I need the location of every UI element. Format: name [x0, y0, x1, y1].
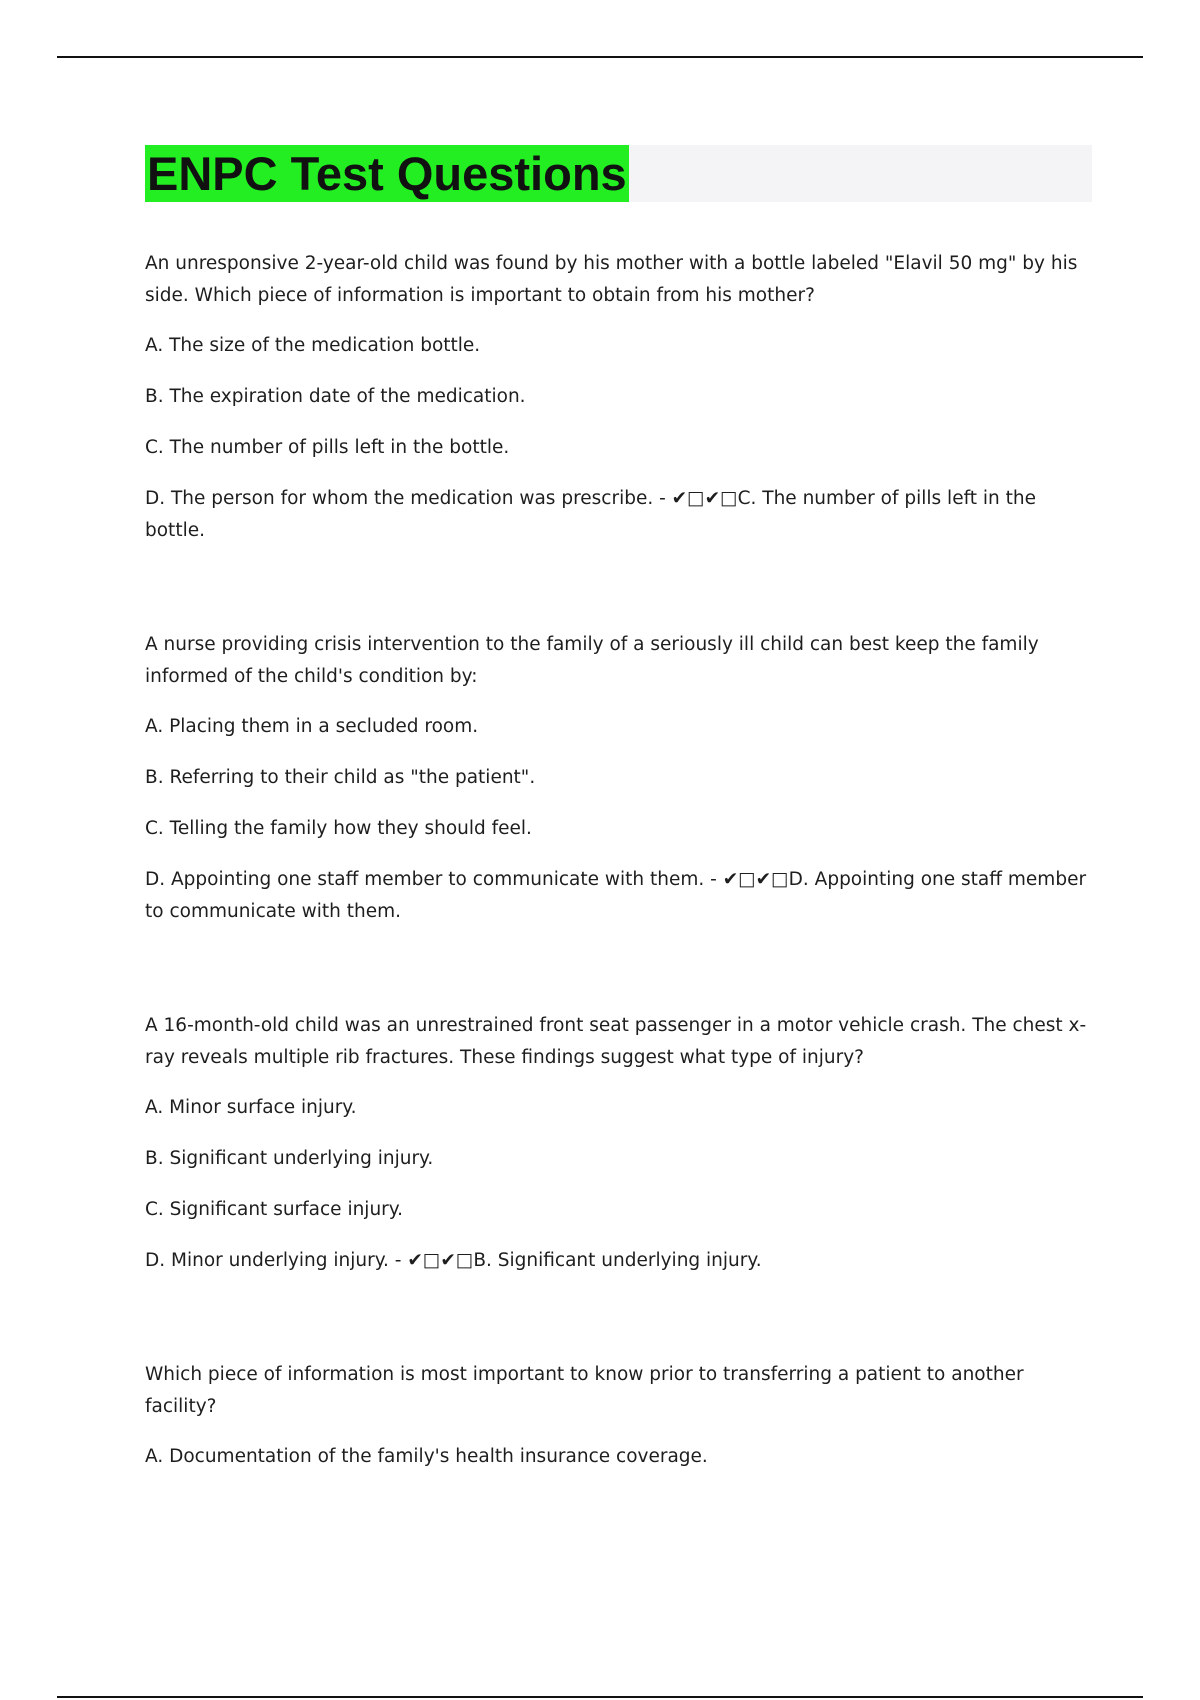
question-2: [145, 629, 1090, 928]
option-c: C. The number of pills left in the bottle.: [145, 437, 510, 458]
option-d-with-answer: D. Appointing one staff member to communicate with them. - ✔□✔□D. Appointing one staff member to communicate with them.: [145, 869, 1087, 922]
question-4: [145, 1359, 1090, 1473]
footer-rule: [57, 1696, 1143, 1698]
question-text: A 16-month-old child was an unrestrained front seat passenger in a motor vehicle crash. The chest x-ray reveals multiple rib fractures. These findings suggest what type of injury?: [145, 1015, 1087, 1068]
option-b: B. The expiration date of the medication.: [145, 386, 526, 407]
question-1: [145, 248, 1090, 547]
option-a: A. Placing them in a secluded room.: [145, 716, 479, 737]
option-b: B. Significant underlying injury.: [145, 1148, 434, 1169]
question-text: A nurse providing crisis intervention to the family of a seriously ill child can best keep the family informed of the child's condition by:: [145, 634, 1039, 687]
question-3: [145, 1010, 1090, 1277]
option-d-with-answer: D. The person for whom the medication was prescribe. - ✔□✔□C. The number of pills left in the bottle.: [145, 488, 1036, 541]
page-title: ENPC Test Questions: [147, 147, 627, 200]
option-c: C. Significant surface injury.: [145, 1199, 403, 1220]
option-d-with-answer: D. Minor underlying injury. - ✔□✔□B. Significant underlying injury.: [145, 1250, 762, 1271]
question-text: Which piece of information is most important to know prior to transferring a patient to another facility?: [145, 1364, 1024, 1417]
question-text: An unresponsive 2-year-old child was found by his mother with a bottle labeled "Elavil 50 mg" by his side. Which piece of information is important to obtain from his mother?: [145, 253, 1078, 306]
option-b: B. Referring to their child as "the patient".: [145, 767, 536, 788]
option-c: C. Telling the family how they should feel.: [145, 818, 532, 839]
option-a: A. Documentation of the family's health insurance coverage.: [145, 1446, 708, 1467]
question-list: [145, 248, 1090, 1473]
option-a: A. Minor surface injury.: [145, 1097, 357, 1118]
option-a: A. The size of the medication bottle.: [145, 335, 481, 356]
header-rule: [57, 56, 1143, 58]
